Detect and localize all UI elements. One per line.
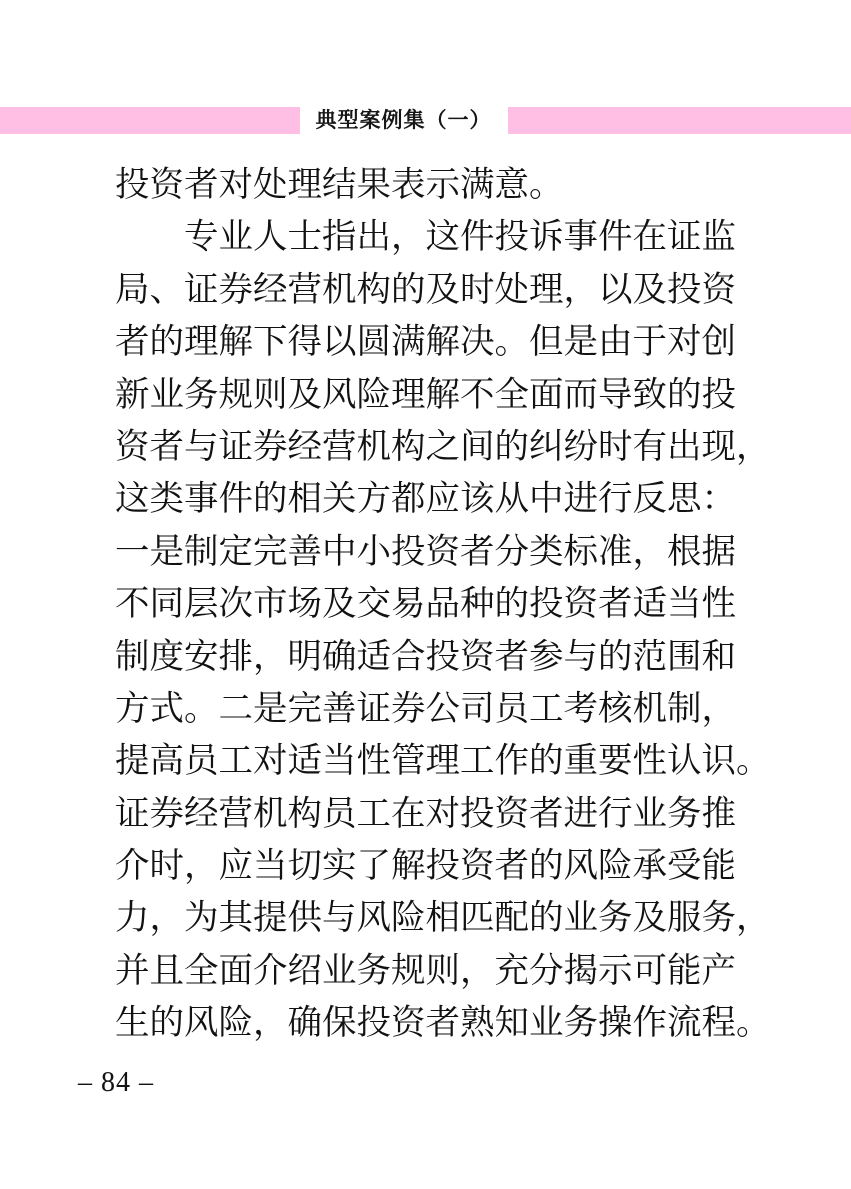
text-line: 证券经营机构员工在对投资者进行业务推 — [115, 794, 736, 833]
running-header-title: 典型案例集（一） — [300, 107, 508, 134]
header-band — [0, 107, 851, 134]
text-line: 专业人士指出，这件投诉事件在证监 — [184, 218, 736, 257]
text-line: 一是制定完善中小投资者分类标准，根据 — [115, 532, 736, 571]
text-line: 投资者对处理结果表示满意。 — [115, 166, 564, 204]
text-line: 局、证券经营机构的及时处理，以及投资 — [115, 270, 736, 309]
text-line: 生的风险，确保投资者熟知业务操作流程。 — [115, 1004, 771, 1043]
page-number: – 84 – — [78, 1067, 154, 1098]
text-line: 这类事件的相关方都应该从中进行反思： — [115, 480, 736, 519]
text-line: 不同层次市场及交易品种的投资者适当性 — [115, 585, 736, 624]
text-line: 者的理解下得以圆满解决。但是由于对创 — [115, 323, 736, 362]
text-line: 介时，应当切实了解投资者的风险承受能 — [115, 847, 736, 886]
body-text — [115, 159, 771, 1050]
text-line: 提高员工对适当性管理工作的重要性认识。 — [115, 742, 771, 781]
text-line: 新业务规则及风险理解不全面而导致的投 — [115, 375, 736, 414]
text-line: 方式。二是完善证券公司员工考核机制， — [115, 689, 736, 728]
text-line: 并且全面介绍业务规则，充分揭示可能产 — [115, 951, 736, 990]
text-line: 资者与证券经营机构之间的纠纷时有出现， — [115, 427, 771, 466]
text-line: 制度安排，明确适合投资者参与的范围和 — [115, 637, 736, 676]
text-line: 力，为其提供与风险相匹配的业务及服务， — [115, 899, 771, 938]
